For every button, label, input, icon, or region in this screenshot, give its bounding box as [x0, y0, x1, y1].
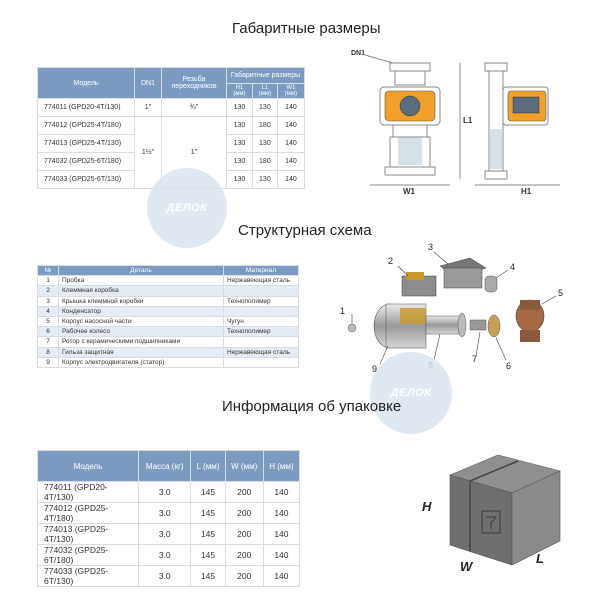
callout-7: 7 — [472, 354, 478, 364]
callout-3: 3 — [428, 242, 434, 252]
dimensions-title: Габаритные размеры — [232, 20, 381, 37]
table-row: 774011 (GPD20-4T/130) 1" ¾" 130 130 140 — [38, 99, 305, 117]
box-label-w: W — [460, 559, 473, 574]
callout-4: 4 — [510, 262, 516, 272]
table-row: 774013 (GPD25-4T/130) 130 130 140 — [38, 135, 305, 153]
callout-9: 9 — [372, 364, 378, 374]
table-row: 774012 (GPD25-4T/180) 3.0 145 200 140 — [38, 503, 300, 524]
parts-table — [37, 265, 299, 368]
label-dn1: DN1 — [351, 50, 366, 57]
col-material: Материал — [224, 266, 299, 276]
structure-title: Структурная схема — [238, 222, 372, 239]
col-h1: H1 (мм) — [227, 84, 253, 99]
table-row: 774013 (GPD25-4T/130) 3.0 145 200 140 — [38, 524, 300, 545]
col-thread: Резьба переходников — [162, 68, 227, 99]
table-row: 7 Ротор с керамическими подшипниками — [38, 337, 299, 347]
callout-5: 5 — [558, 288, 564, 298]
col-l: L (мм) — [191, 451, 225, 482]
watermark-logo: ДЕЛОК — [147, 168, 227, 248]
col-l1: L1 (мм) — [252, 84, 277, 99]
table-row: 9 Корпус электродвигателя (статор) — [38, 357, 299, 367]
packaging-title: Информация об упаковке — [222, 398, 402, 415]
col-part: Деталь — [59, 266, 224, 276]
callout-2: 2 — [388, 256, 394, 266]
table-row: 774033 (GPD25-6T/130) 130 130 140 — [38, 171, 305, 189]
label-h1: H1 — [521, 187, 532, 195]
col-model: Модель — [38, 68, 135, 99]
table-row: 5 Корпус насосной части Чугун — [38, 316, 299, 326]
col-dn1: DN1 — [135, 68, 162, 99]
callout-6: 6 — [506, 361, 512, 371]
packaging-table — [37, 450, 300, 587]
table-row: 774011 (GPD20-4T/130) 3.0 145 200 140 — [38, 482, 300, 503]
box-label-h: H — [422, 499, 432, 514]
col-h: H (мм) — [263, 451, 299, 482]
table-row: 774032 (GPD25-6T/180) 130 180 140 — [38, 153, 305, 171]
package-box-illustration — [410, 445, 570, 580]
table-row: 3 Крышка клеммной коробки Технополимер — [38, 296, 299, 306]
table-row: 1 Пробка Нержавеющая сталь — [38, 276, 299, 286]
pump-dimension-drawing — [345, 45, 570, 195]
table-row: 8 Гильза защитная Нержавеющая сталь — [38, 347, 299, 357]
table-row: 6 Рабочее колесо Технополимер — [38, 327, 299, 337]
col-w: W (мм) — [225, 451, 263, 482]
pump-exploded-view — [330, 238, 580, 378]
callout-1: 1 — [340, 306, 346, 316]
col-dims: Габаритные размеры — [227, 68, 305, 84]
table-row: 774033 (GPD25-6T/130) 3.0 145 200 140 — [38, 566, 300, 587]
table-row: 4 Конденсатор — [38, 306, 299, 316]
col-w1: W1 (мм) — [277, 84, 304, 99]
col-mass: Масса (кг) — [139, 451, 191, 482]
col-num: № — [38, 266, 59, 276]
box-label-l: L — [536, 551, 544, 566]
col-model: Модель — [38, 451, 139, 482]
table-row: 774012 (GPD25-4T/180) 1½" 1" 130 180 140 — [38, 117, 305, 135]
label-w1: W1 — [403, 187, 415, 195]
watermark-logo: ДЕЛОК — [370, 352, 452, 434]
table-row: 774032 (GPD25-6T/180) 3.0 145 200 140 — [38, 545, 300, 566]
table-row: 2 Клеммная коробка — [38, 286, 299, 296]
label-l1: L1 — [463, 116, 473, 125]
